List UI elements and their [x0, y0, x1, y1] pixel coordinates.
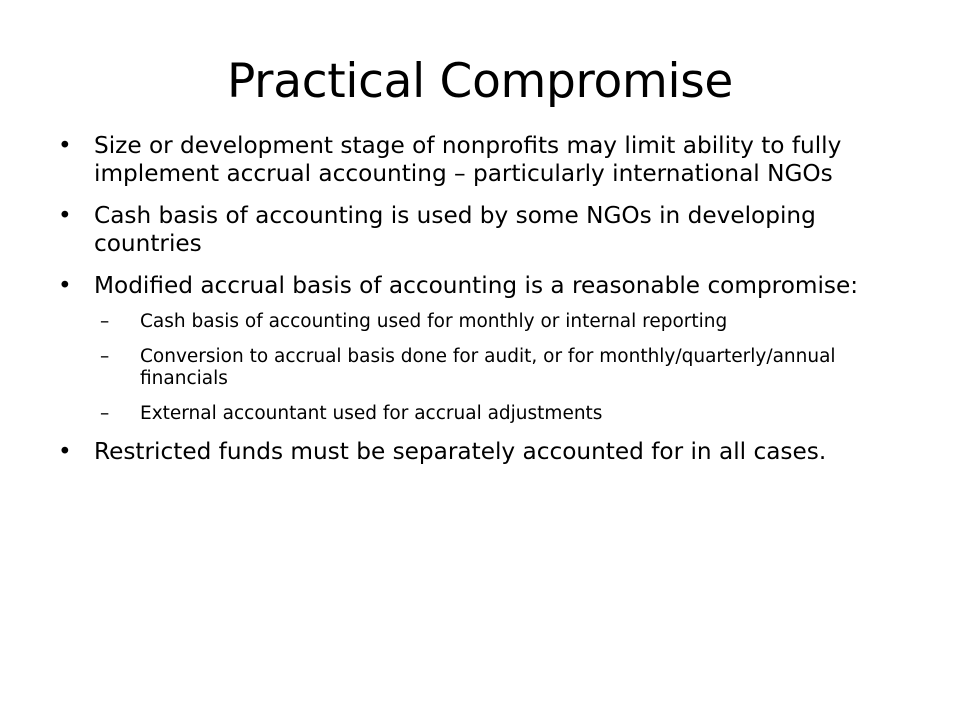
sub-bullet-list	[58, 311, 908, 425]
dash-icon: –	[100, 311, 110, 332]
bullet-icon: •	[58, 202, 72, 229]
bullet-text: Size or development stage of nonprofits may limit ability to fully implement accrual accounting – particularly international NGOs	[94, 132, 842, 187]
bullet-text: Restricted funds must be separately accounted for in all cases.	[94, 438, 827, 465]
bullet-item	[58, 272, 908, 300]
sub-bullet-text: Conversion to accrual basis done for audit, or for monthly/quarterly/annual financials	[140, 346, 836, 389]
sub-bullet-text: External accountant used for accrual adjustments	[140, 403, 603, 424]
bullet-item	[58, 438, 908, 466]
bullet-icon: •	[58, 132, 72, 159]
dash-icon: –	[100, 346, 110, 367]
slide-title: Practical Compromise	[226, 54, 734, 109]
sub-bullet-text: Cash basis of accounting used for monthly or internal reporting	[140, 311, 728, 332]
bullet-icon: •	[58, 438, 72, 465]
bullet-icon: •	[58, 272, 72, 299]
bullet-text: Modified accrual basis of accounting is a reasonable compromise:	[94, 272, 859, 299]
sub-bullet-item	[58, 311, 908, 333]
sub-bullet-item	[58, 403, 908, 425]
bullet-text: Cash basis of accounting is used by some NGOs in developing countries	[94, 202, 816, 257]
dash-icon: –	[100, 403, 110, 424]
bullet-list	[58, 132, 908, 480]
bullet-item	[58, 202, 908, 258]
sub-bullet-item	[58, 346, 908, 390]
bullet-item	[58, 132, 908, 188]
